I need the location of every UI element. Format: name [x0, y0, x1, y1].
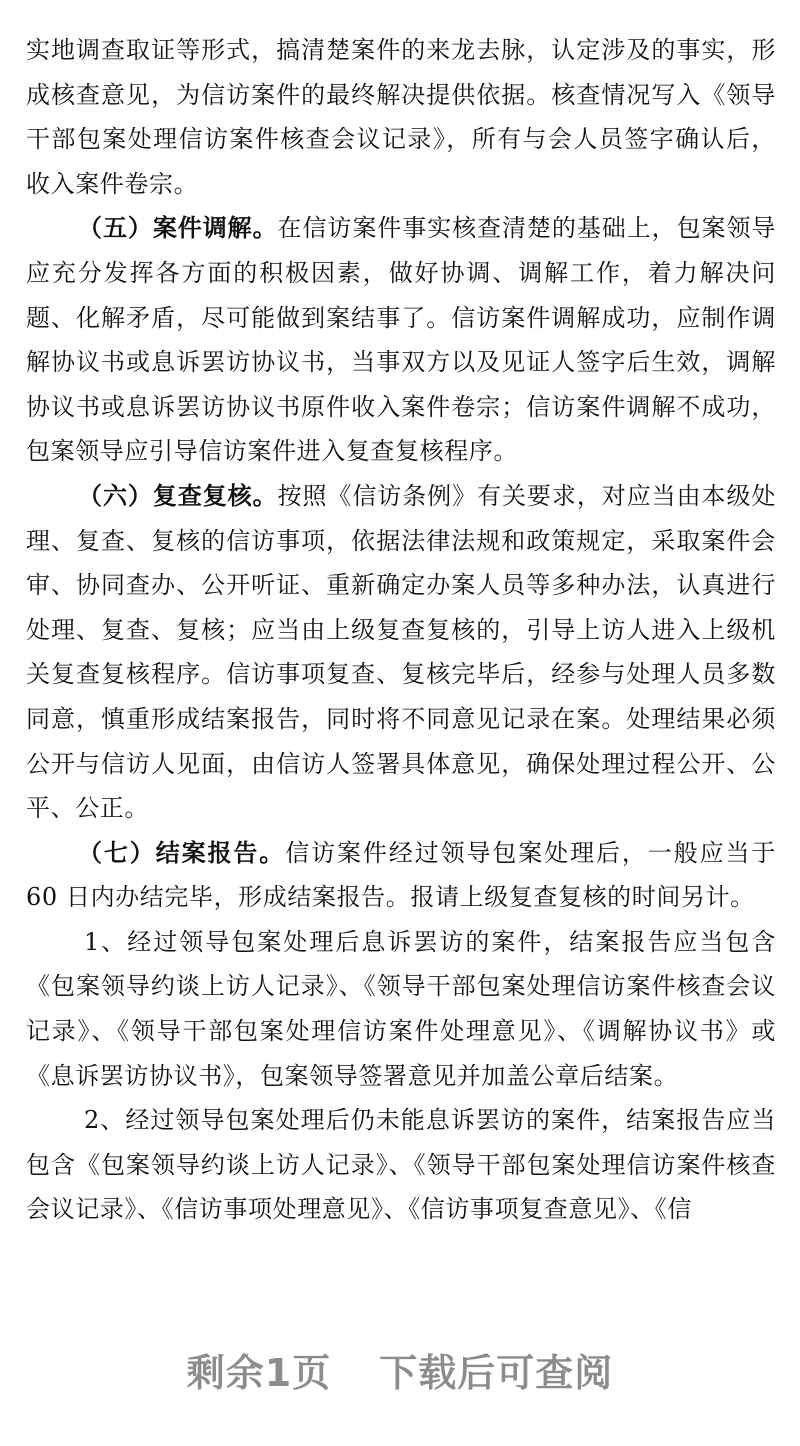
section-heading-closing-report: （七）结案报告。 [78, 838, 286, 867]
document-body [26, 28, 776, 1232]
download-prompt[interactable] [0, 1342, 800, 1397]
paragraph-item-2 [26, 1098, 776, 1232]
section-heading-review: （六）复查复核。 [78, 481, 278, 510]
paragraph-closing-report [26, 831, 776, 920]
section-heading-mediation: （五）案件调解。 [78, 214, 278, 243]
paragraph-text: 1、经过领导包案处理后息诉罢访的案件，结案报告应当包含《包案领导约谈上访人记录》、《领导干部包案处理信访案件核查会议记录》、《领导干部包案处理信访案件处理意见》、《调解协议书》或《息诉罢访协议书》，包案领导签署意见并加盖公章后结案。 [26, 927, 776, 1090]
paragraph-text: 2、经过领导包案处理后仍未能息诉罢访的案件，结案报告应当包含《包案领导约谈上访人记录》、《领导干部包案处理信访案件核查会议记录》、《信访事项处理意见》、《信访事项复查意见》、《信 [26, 1106, 776, 1224]
remaining-pages-label: 剩余1页 [186, 1351, 332, 1395]
paragraph-review [26, 474, 776, 831]
paragraph-item-1 [26, 920, 776, 1098]
paragraph-text: 在信访案件事实核查清楚的基础上，包案领导应充分发挥各方面的积极因素，做好协调、调解工作，着力解决问题、化解矛盾，尽可能做到案结事了。信访案件调解成功，应制作调解协议书或息诉罢访协议书，当事双方以及见证人签字后生效，调解协议书或息诉罢访协议书原件收入案件卷宗；信访案件调解不成功，包案领导应引导信访案件进入复查复核程序。 [26, 214, 776, 466]
download-to-view-label[interactable]: 下载后可查阅 [379, 1351, 614, 1395]
paragraph-text: 实地调查取证等形式，搞清楚案件的来龙去脉，认定涉及的事实，形成核查意见，为信访案件的最终解决提供依据。核查情况写入《领导干部包案处理信访案件核查会议记录》，所有与会人员签字确认后，收入案件卷宗。 [26, 36, 776, 198]
paragraph-text: 信访案件经过领导包案处理后，一般应当于 60 日内办结完毕，形成结案报告。报请上级复查复核的时间另计。 [26, 838, 776, 912]
paragraph-continuation [26, 28, 776, 206]
paragraph-case-mediation [26, 206, 776, 474]
paragraph-text: 按照《信访条例》有关要求，对应当由本级处理、复查、复核的信访事项，依据法律法规和政策规定，采取案件会审、协同查办、公开听证、重新确定办案人员等多种办法，认真进行处理、复查、复核；应当由上级复查复核的，引导上访人进入上级机关复查复核程序。信访事项复查、复核完毕后，经参与处理人员多数同意，慎重形成结案报告，同时将不同意见记录在案。处理结果必须公开与信访人见面，由信访人签署具体意见，确保处理过程公开、公平、公正。 [26, 481, 776, 823]
